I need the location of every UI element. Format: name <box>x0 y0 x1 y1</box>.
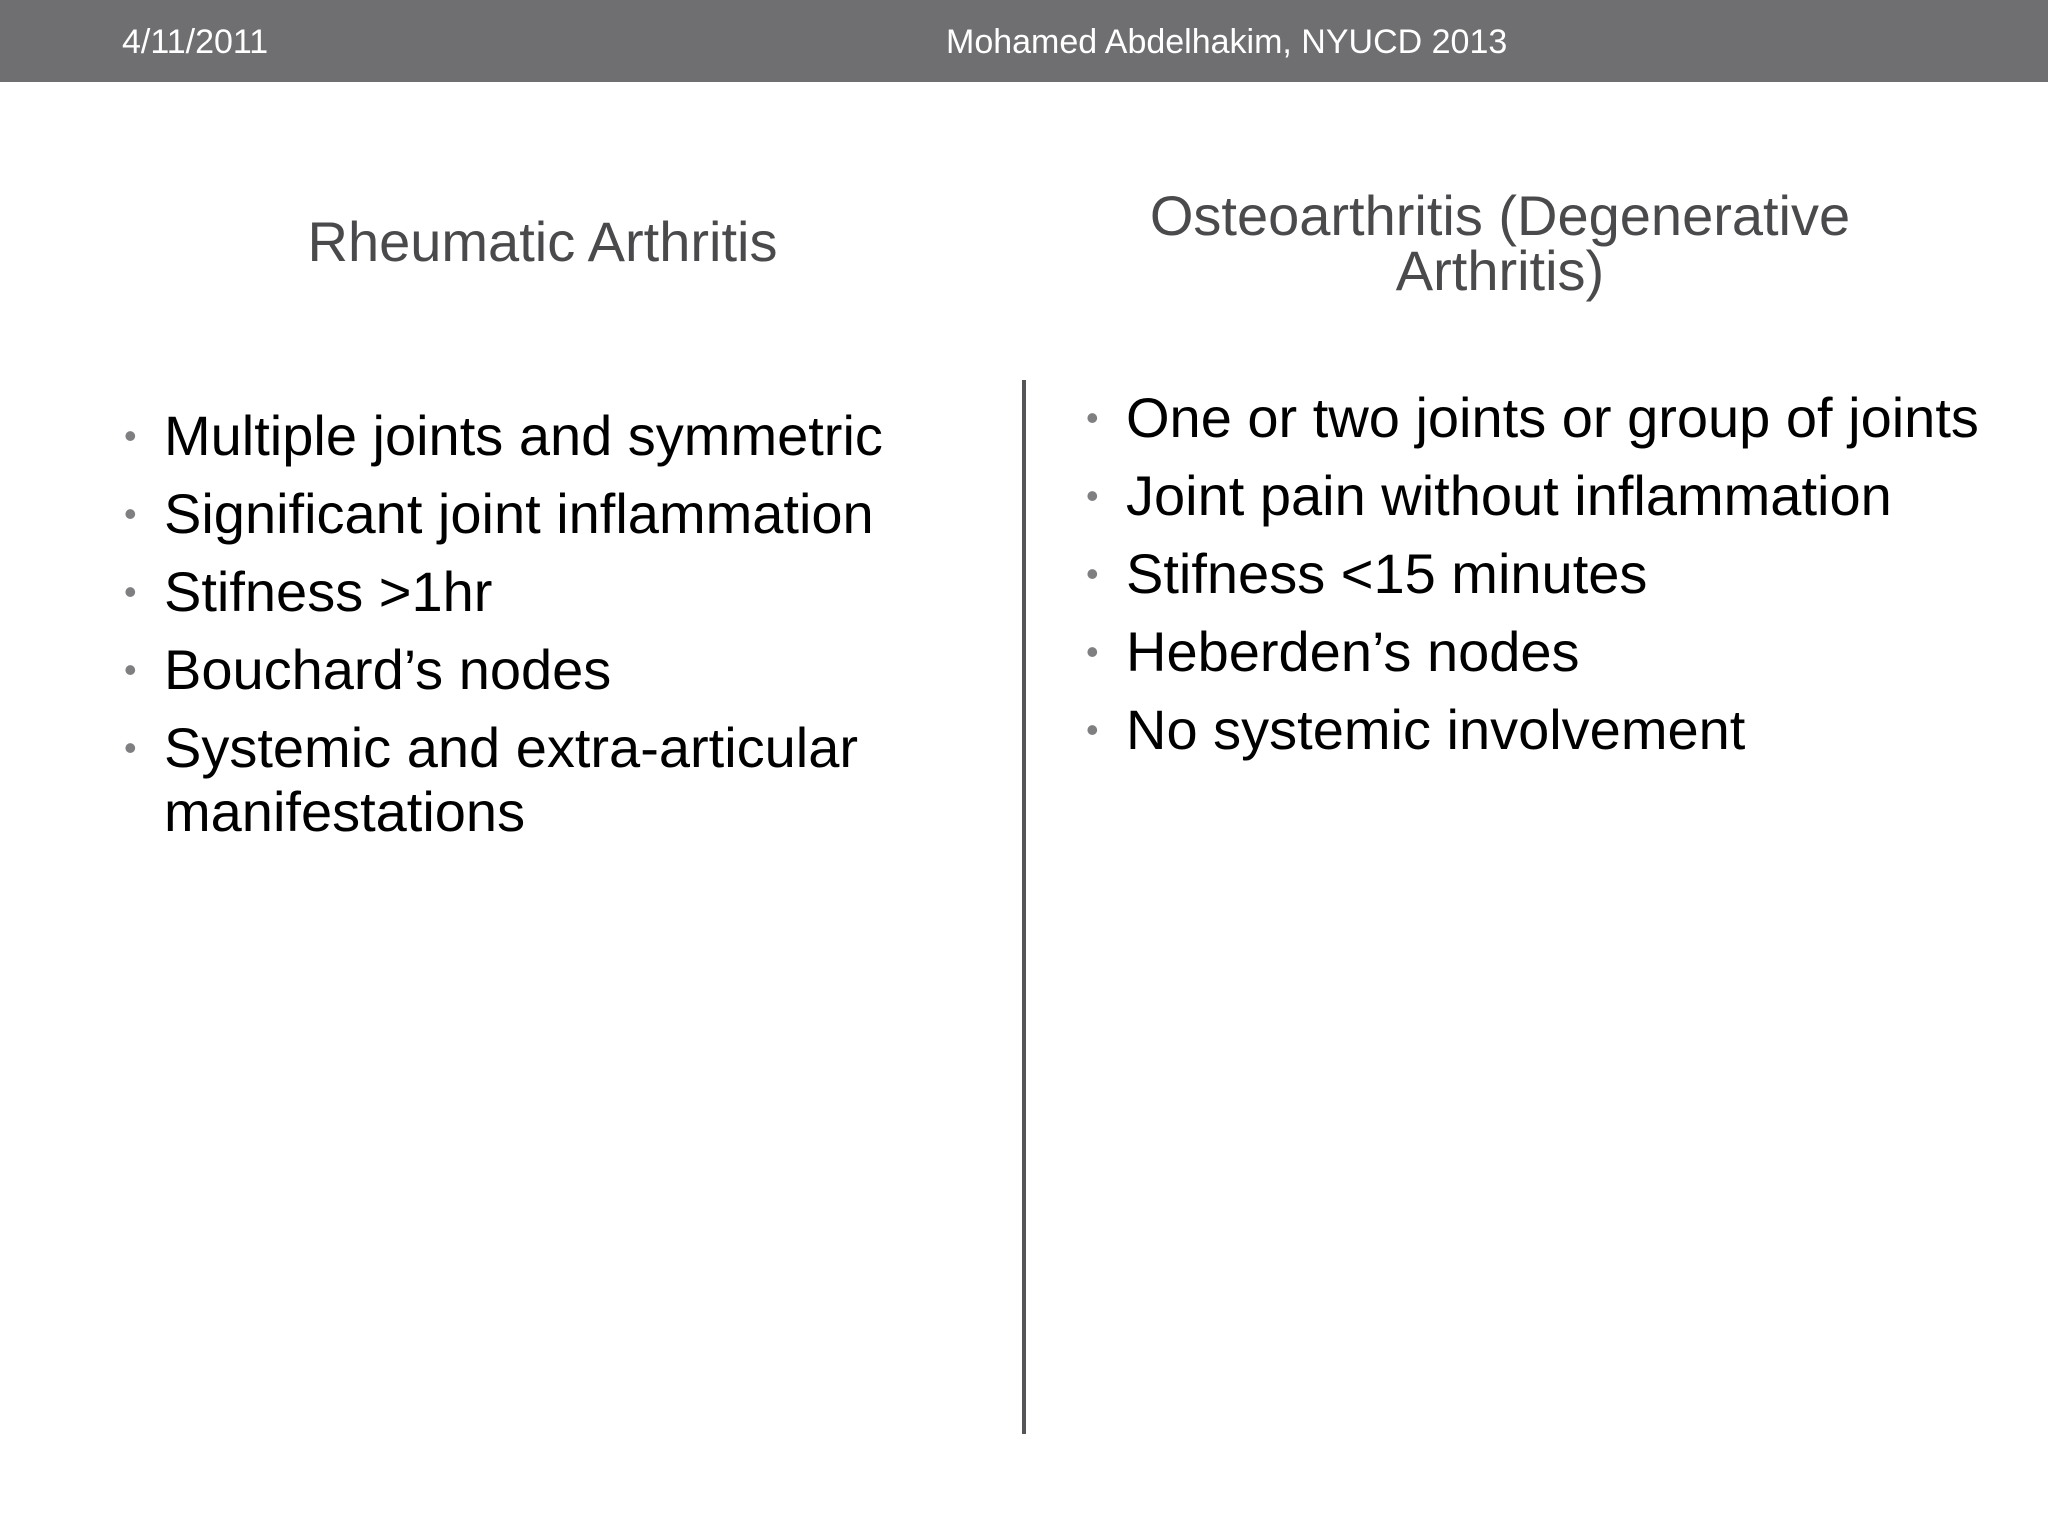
right-bullet-item <box>1082 542 2022 606</box>
left-bullet-text: Systemic and extra-articular manifestations <box>164 716 859 843</box>
right-bullet-item <box>1082 464 2022 528</box>
right-bullet-item <box>1082 620 2022 684</box>
right-bullet-text: No systemic involvement <box>1126 698 1746 761</box>
left-bullet-list <box>120 404 1000 858</box>
left-bullet-item <box>120 716 1000 844</box>
right-bullet-text: Heberden’s nodes <box>1126 620 1580 683</box>
bullet-dot-icon: • <box>124 649 137 690</box>
left-bullet-item <box>120 404 1000 468</box>
bullet-dot-icon: • <box>1086 553 1099 594</box>
column-divider <box>1022 380 1026 1434</box>
header-author: Mohamed Abdelhakim, NYUCD 2013 <box>946 23 1508 61</box>
right-bullet-list <box>1082 386 2022 776</box>
bullet-dot-icon: • <box>124 727 137 768</box>
bullet-dot-icon: • <box>1086 631 1099 672</box>
right-bullet-item <box>1082 386 2022 450</box>
bullet-dot-icon: • <box>124 571 137 612</box>
left-bullet-item <box>120 638 1000 702</box>
left-bullet-item <box>120 482 1000 546</box>
left-bullet-item <box>120 560 1000 624</box>
bullet-dot-icon: • <box>124 415 137 456</box>
right-bullet-text: Stifness <15 minutes <box>1126 542 1648 605</box>
right-bullet-text: One or two joints or group of joints <box>1126 386 1979 449</box>
header-date: 4/11/2011 <box>122 23 269 61</box>
bullet-dot-icon: • <box>1086 475 1099 516</box>
bullet-dot-icon: • <box>1086 397 1099 438</box>
bullet-dot-icon: • <box>124 493 137 534</box>
right-bullet-item <box>1082 698 2022 762</box>
bullet-dot-icon: • <box>1086 709 1099 750</box>
right-bullet-text: Joint pain without inflammation <box>1126 464 1892 527</box>
header-bar <box>0 0 2048 82</box>
left-column-title: Rheumatic Arthritis <box>307 210 778 273</box>
left-bullet-text: Significant joint inflammation <box>164 482 874 545</box>
left-bullet-text: Bouchard’s nodes <box>164 638 612 701</box>
left-bullet-text: Stifness >1hr <box>164 560 493 623</box>
left-bullet-text: Multiple joints and symmetric <box>164 404 883 467</box>
right-column-title: Osteoarthritis (Degenerative Arthritis) <box>1149 184 1851 302</box>
